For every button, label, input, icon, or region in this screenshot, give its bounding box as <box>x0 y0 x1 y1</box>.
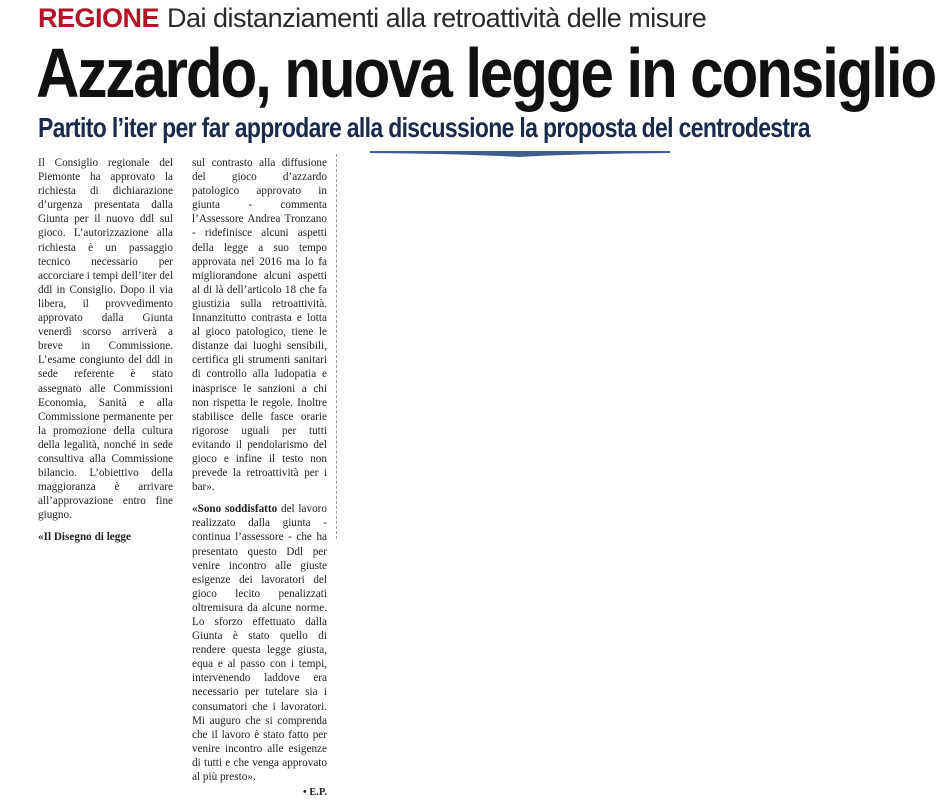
paragraph-1: Il Consiglio regionale del Piemonte ha approvato la richiesta di dichiarazione d’urgenza presentata dalla Giunta per il nuovo ddl sul gioco. L’autorizzazione alla richiesta è un passaggio tecnico necessario per accorciare i tempi dell’iter del ddl in Consiglio. Dopo il via libera, il provvedimento approvato dalla Giunta venerdì scorso arriverà a breve in Commissione. L’esame congiunto del ddl in sede referente è stato assegnato alle Commissioni Economia, Sanità e alla Commissione permanente per la promozione della cultura della legalità, nonché in sede consultiva alla Commissione bilancio. L’obiettivo della maggioranza è arrivare all’approvazione entro fine giugno. <box>38 157 173 522</box>
paragraph-3-body: del lavoro realizzato dalla giunta - continua l’assessore - che ha presentato questo Ddl per venire incontro alle giuste esigenze dei lavoratori del gioco lecito penalizzati oltremisura da alcune norme. Lo sforzo effettuato dalla Giunta è stato quello di rendere questa legge giusta, equa e al passo con i tempi, intervenendo laddove era necessario per tutelare sia i consumatori che i lavoratori. Mi auguro che si comprenda che il lavoro è stato fatto per venire incontro alle esigenze di tutti e che venga approvato al più presto». <box>192 503 327 784</box>
author-signature: • E.P. <box>302 787 327 799</box>
photo-top-edge <box>370 151 670 157</box>
paragraph-2 <box>38 530 173 544</box>
headline: Azzardo, nuova legge in consiglio <box>36 34 936 112</box>
article-column-2 <box>192 156 327 800</box>
section-tag: REGIONE <box>38 3 160 33</box>
column-divider <box>336 154 337 539</box>
paragraph-2-continued: sul contrasto alla diffusione del gioco d’azzardo patologico approvato in giunta - commenta l’Assessore Andrea Tronzano - ridefinisce alcuni aspetti della legge a suo tempo approvata nel 2016 ma lo fa migliorandone alcuni aspetti al di là dell’articolo 18 che fa giustizia sulla retroattività. Innanzitutto contrasta e lotta al gioco patologico, tiene le distanze dai luoghi sensibili, certifica gli strumenti sanitari di controllo alla ludopatia e inasprisce le sanzioni a chi non rispetta le regole. Inoltre stabilisce delle fasce orarie rigorose uguali per tutti evitando il pendolarismo del gioco e infine il testo non prevede la retroattività per i bar». <box>192 157 327 494</box>
subheadline: Partito l’iter per far approdare alla discussione la proposta del centrodestra <box>38 112 810 143</box>
photo-area <box>345 150 945 542</box>
paragraph-3-lead: «Sono soddisfatto <box>192 503 278 516</box>
paragraph-3 <box>192 502 327 784</box>
kicker-text: Dai distanziamenti alla retroattività delle misure <box>167 3 707 33</box>
paragraph-2-lead: «Il Disegno di legge <box>38 531 131 544</box>
article-column-1 <box>38 156 173 545</box>
kicker <box>38 2 938 34</box>
